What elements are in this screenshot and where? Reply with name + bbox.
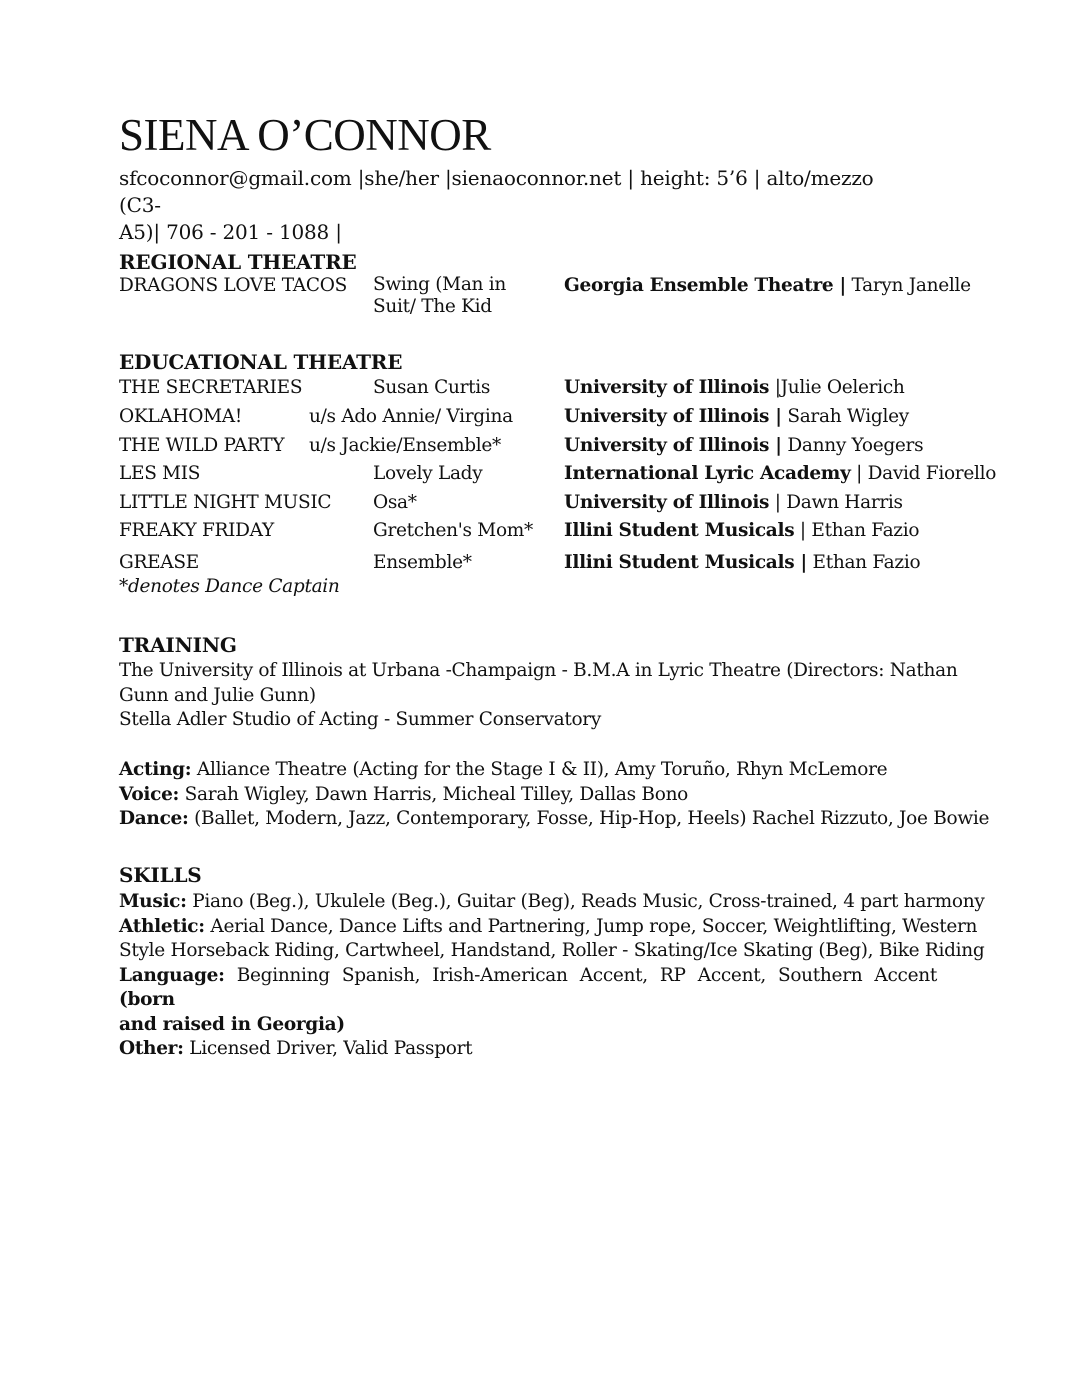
dance-value: (Ballet, Modern, Jazz, Contemporary, Fosse, Hip-Hop, Heels) Rachel Rizzuto, Joe Bowie	[188, 808, 990, 829]
athletic-line	[119, 915, 978, 940]
credit-row	[119, 551, 999, 577]
other-line	[119, 1037, 939, 1062]
credit-row	[119, 491, 999, 517]
contact-line-1: sfcoconnor@gmail.com |she/her |sienaoconnor.net | height: 5’6 | alto/mezzo (C3-	[119, 166, 874, 217]
credit-show: DRAGONS LOVE TACOS	[119, 275, 347, 296]
credit-venue	[564, 462, 996, 486]
acting-line	[119, 758, 939, 783]
voice-label: Voice:	[119, 783, 180, 805]
credit-director: Sarah Wigley	[781, 406, 909, 427]
training-heading: TRAINING	[119, 633, 237, 657]
credit-director: Ethan Fazio	[806, 552, 921, 573]
credit-role: u/s Jackie/Ensemble*	[309, 435, 501, 456]
dance-line	[119, 807, 990, 832]
credit-venue	[564, 519, 919, 543]
credit-venue	[564, 405, 909, 429]
skills-heading: SKILLS	[119, 863, 202, 887]
credit-venue	[564, 491, 903, 515]
page-title: SIENA O’CONNOR	[119, 110, 491, 160]
credit-venue	[564, 434, 923, 458]
credit-venue-name: University of Illinois |	[564, 406, 782, 427]
credit-show: THE WILD PARTY	[119, 435, 285, 456]
credit-venue	[564, 551, 920, 575]
music-value: Piano (Beg.), Ukulele (Beg.), Guitar (Beg), Reads Music, Cross-trained, 4 part harmony	[186, 891, 985, 912]
acting-value: Alliance Theatre (Acting for the Stage I & II), Amy Toruño, Rhyn McLemore	[191, 759, 888, 780]
educational-theatre-heading: EDUCATIONAL THEATRE	[119, 350, 403, 374]
credit-venue	[564, 376, 905, 400]
credit-role: Lovely Lady	[373, 463, 483, 484]
contact-info	[119, 165, 909, 246]
skills-list	[119, 890, 985, 1062]
credit-row	[119, 274, 999, 322]
training-line: Gunn and Julie Gunn)	[119, 684, 316, 706]
credit-row	[119, 376, 999, 402]
language-label: Language:	[119, 964, 225, 986]
voice-line	[119, 783, 939, 808]
credit-row	[119, 405, 999, 431]
credit-role: u/s Ado Annie/ Virgina	[309, 406, 513, 427]
other-value: Licensed Driver, Valid Passport	[183, 1038, 473, 1059]
language-note-continued: and raised in Georgia)	[119, 1013, 345, 1035]
credit-row	[119, 462, 999, 488]
credit-row	[119, 434, 999, 460]
credit-role: Susan Curtis	[373, 377, 491, 398]
credit-director: | Ethan Fazio	[794, 520, 920, 541]
dance-label: Dance:	[119, 808, 189, 829]
credit-role: Swing (Man in Suit/ The Kid	[373, 274, 506, 317]
credit-show: GREASE	[119, 552, 199, 573]
training-line: Stella Adler Studio of Acting - Summer Conservatory	[119, 709, 601, 730]
training-teachers	[119, 758, 990, 832]
credit-show: LITTLE NIGHT MUSIC	[119, 492, 332, 513]
other-label: Other:	[119, 1038, 184, 1059]
credit-show: OKLAHOMA!	[119, 406, 242, 427]
music-line	[119, 890, 985, 915]
training-education	[119, 659, 958, 733]
language-note: (born	[119, 989, 175, 1010]
credit-venue-name: Georgia Ensemble Theatre |	[564, 275, 846, 296]
credit-venue-name: University of Illinois |	[564, 435, 782, 456]
training-line: The University of Illinois at Urbana -Champaign - B.M.A in Lyric Theatre (Directors: Nathan	[119, 660, 958, 681]
credit-director: Danny Yoegers	[781, 435, 924, 456]
credit-show: FREAKY FRIDAY	[119, 520, 274, 541]
language-value: Beginning Spanish, Irish-American Accent, RP Accent, Southern Accent	[224, 964, 937, 986]
dance-captain-footnote: *denotes Dance Captain	[119, 576, 340, 597]
credit-venue-name: University of Illinois	[564, 377, 770, 398]
credit-venue-name: Illini Student Musicals	[564, 520, 795, 541]
credit-director: | David Fiorello	[850, 463, 997, 484]
credit-role: Ensemble*	[373, 552, 472, 573]
credit-venue-name: University of Illinois	[564, 492, 770, 513]
language-line	[119, 964, 937, 1013]
credit-show: LES MIS	[119, 463, 201, 484]
credit-role: Osa*	[373, 492, 417, 513]
credit-director: |Julie Oelerich	[769, 377, 905, 398]
credit-venue-name: Illini Student Musicals |	[564, 552, 807, 573]
music-label: Music:	[119, 891, 187, 912]
credit-venue	[564, 274, 971, 298]
credit-role: Gretchen's Mom*	[373, 520, 533, 541]
credit-venue-name: International Lyric Academy	[564, 463, 851, 484]
athletic-label: Athletic:	[119, 915, 205, 937]
credit-row	[119, 519, 999, 545]
athletic-line-continued: Style Horseback Riding, Cartwheel, Handstand, Roller - Skating/Ice Skating (Beg), Bike Riding	[119, 940, 985, 961]
athletic-value: Aerial Dance, Dance Lifts and Partnering, Jump rope, Soccer, Weightlifting, Western	[204, 915, 978, 937]
regional-theatre-heading: REGIONAL THEATRE	[119, 250, 357, 274]
credit-show: THE SECRETARIES	[119, 377, 303, 398]
credit-director: | Dawn Harris	[769, 492, 903, 513]
contact-line-2: A5)| 706 - 201 - 1088 |	[119, 220, 342, 244]
voice-value: Sarah Wigley, Dawn Harris, Micheal Tilley, Dallas Bono	[179, 783, 689, 805]
acting-label: Acting:	[119, 759, 192, 780]
credit-director: Taryn Janelle	[845, 275, 971, 296]
